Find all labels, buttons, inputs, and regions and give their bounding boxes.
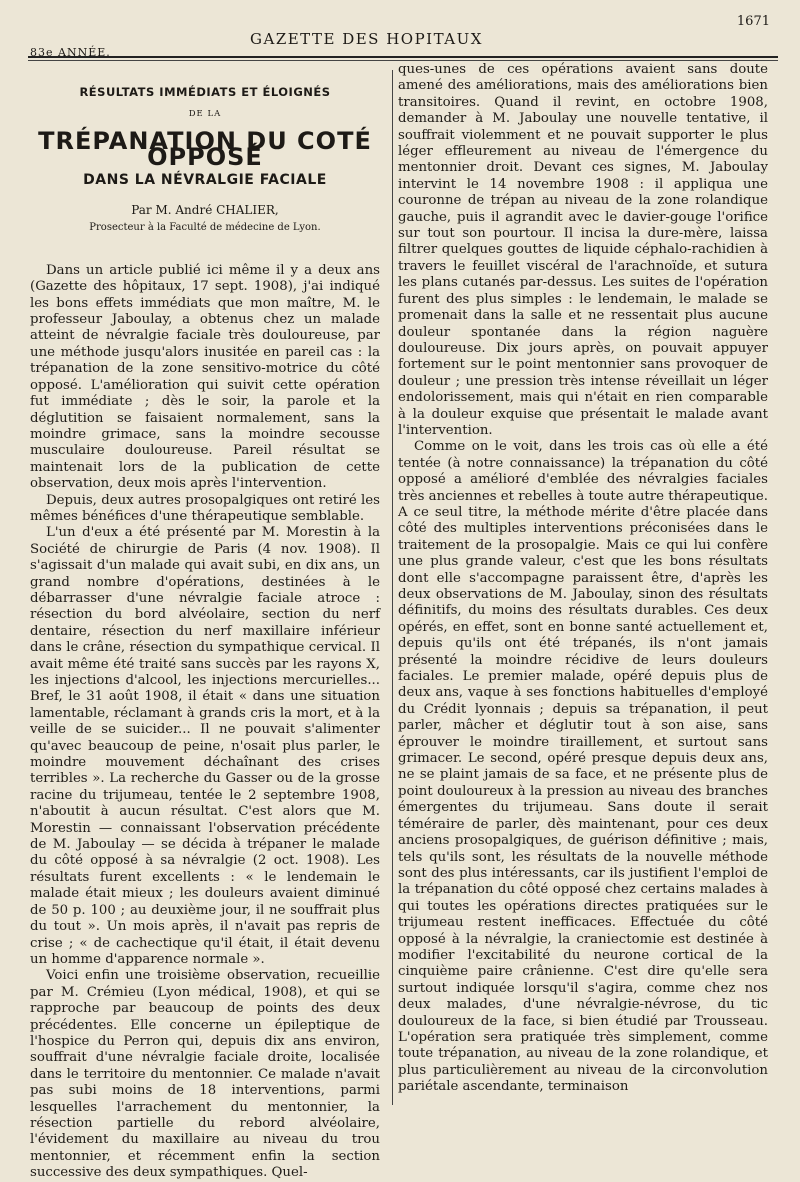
article-de-la: DE LA: [188, 109, 222, 120]
header-rule: [28, 56, 778, 58]
year-label: 83e ANNÉE.: [30, 46, 111, 59]
journal-title: GAZETTE DES HOPITAUX: [250, 30, 483, 48]
article-subtitle: DANS LA NÉVRALGIE FACIALE: [83, 171, 327, 188]
right-column: [398, 62, 768, 1096]
header-rule-thin: [28, 60, 778, 61]
article-byline: Par M. André CHALIER,: [131, 203, 279, 218]
paragraph: ques-unes de ces opérations avaient sans doute amené des améliorations, mais des améliorations bien transitoires. Quand il revint, en octobre 1908, demander à M. Jaboulay une nouvelle tentative, il souffrait violemment et ne pouvait supporter le plus léger effleurement au niveau de l'émergence du mentonnier droit. Devant ces signes, M. Jaboulay intervint le 14 novembre 1908 : il appliqua une couronne de trépan au niveau de la zone rolandique gauche, puis il agrandit avec le davier-gouge l'orifice sur tout son pourtour. Il incisa la dure-mère, laissa filtrer quelques gouttes de liquide céphalo-rachidien à travers le feuillet viscéral de l'arachnoïde, et sutura les plans cutanés par-dessus. Les suites de l'opération furent des plus simples : le lendemain, le malade se promenait dans la salle et ne ressentait plus aucune douleur spontanée dans la région naguère douloureuse. Dix jours après, on pouvait appuyer fortement sur le point mentonnier sans provoquer de douleur ; une pression très intense réveillait un léger endolorissement, mais qui n'était en rien comparable à la douleur exquise que présentait le malade avant l'intervention.: [398, 62, 768, 438]
paragraph: Depuis, deux autres prosopalgiques ont retiré les mêmes bénéfices d'une thérapeutique semblable.: [30, 492, 380, 524]
column-divider: [392, 70, 393, 1105]
paragraph: Comme on le voit, dans les trois cas où elle a été tentée (à notre connaissance) la trépanation du côté opposé a amélioré d'emblée des névralgies faciales très anciennes et rebelles à toute autre thérapeutique. A ce seul titre, la méthode mérite d'être placée dans côté des multiples interventions préconisées dans le traitement de la prosopalgie. Mais ce qui lui confère une plus grande valeur, c'est que les bons résultats dont elle s'accompagne paraissent être, d'après les deux observations de M. Jaboulay, sinon des résultats définitifs, du moins des résultats durables. Ces deux opérés, en effet, sont en bonne santé actuellement et, depuis qu'ils ont été trépanés, ils n'ont jamais présenté la moindre récidive de leurs douleurs faciales. Le premier malade, opéré depuis plus de deux ans, vaque à ses fonctions habituelles d'employé du Crédit lyonnais ; depuis sa trépanation, il peut parler, mâcher et déglutir tout à son aise, sans éprouver le moindre tiraillement, et surtout sans grimacer. Le second, opéré presque depuis deux ans, ne se plaint jamais de sa face, et ne présente plus de point douloureux à la pression au niveau des branches émergentes du trijumeau. Sans doute il serait téméraire de parler, dès maintenant, pour ces deux anciens prosopalgiques, de guérison définitive ; mais, tels qu'ils sont, les résultats de la nouvelle méthode sont des plus intéressants, car ils justifient l'emploi de la trépanation du côté opposé chez certains malades à qui toutes les opérations directes pratiquées sur le trijumeau restent inefficaces. Effectuée du côté opposé à la névralgie, la craniectomie est destinée à modifier l'excitabilité du neurone cortical de la cinquième paire crânienne. C'est dire qu'elle sera surtout indiquée lorsqu'il s'agira, comme chez nos deux malades, d'une névralgie-névrose, du tic douloureux de la face, si bien étudié par Trousseau. L'opération sera pratiquée très simplement, comme toute trépanation, au niveau de la zone rolandique, et plus particulièrement au niveau de la circonvolution pariétale ascendante, terminaison: [398, 439, 768, 1095]
paragraph: Dans un article publié ici même il y a deux ans (Gazette des hôpitaux, 17 sept. 1908), j'ai indiqué les bons effets immédiats que mon maître, M. le professeur Jaboulay, a obtenus chez un malade atteint de névralgie faciale très douloureuse, par une méthode jusqu'alors inusitée en pareil cas : la trépanation de la zone sensitivo-motrice du côté opposé. L'amélioration qui suivit cette opération fut immédiate ; dès le soir, la parole et la déglutition se faisaient normalement, sans la moindre grimace, sans la moindre secousse musculaire douloureuse. Pareil résultat se maintenait lors de la publication de cette observation, deux mois après l'intervention.: [30, 262, 380, 492]
left-column: [30, 84, 380, 1182]
paragraph: Voici enfin une troisième observation, recueillie par M. Crémieu (Lyon médical, 1908), et qui se rapproche par beaucoup de points des deux précédentes. Elle concerne un épileptique de l'hospice du Perron qui, depuis dix ans environ, souffrait d'une névralgie faciale droite, localisée dans le territoire du mentonnier. Ce malade n'avait pas subi moins de 18 interventions, parmi lesquelles l'arrachement du mentonnier, la résection partielle du rebord alvéolaire, l'évidement du maxillaire au niveau du trou mentonnier, et récemment enfin la section successive des deux sympathiques. Quel-: [30, 968, 380, 1181]
paragraph: L'un d'eux a été présenté par M. Morestin à la Société de chirurgie de Paris (4 nov. 1908). Il s'agissait d'un malade qui avait subi, en dix ans, un grand nombre d'opérations, destinées à le débarrasser d'une névralgie faciale atroce : résection du bord alvéolaire, section du nerf dentaire, résection du nerf maxillaire inférieur dans le crâne, résection du sympathique cervical. Il avait même été traité sans succès par les rayons X, les injections d'alcool, les injections mercurielles... Bref, le 31 août 1908, il était « dans une situation lamentable, réclamant à grands cris la mort, et à la veille de se suicider... Il ne pouvait s'alimenter qu'avec beaucoup de peine, n'osait plus parler, le moindre mouvement déchaînant des crises terribles ». La recherche du Gasser ou de la grosse racine du trijumeau, tentée le 2 septembre 1908, n'aboutit à aucun résultat. C'est alors que M. Morestin — connaissant l'observation précédente de M. Jaboulay — se décida à trépaner le malade du côté opposé à sa névralgie (2 oct. 1908). Les résultats furent excellents : « le lendemain le malade était mieux ; les douleurs avaient diminué de 50 p. 100 ; au deuxième jour, il ne souffrait plus du tout ». Un mois après, il n'avait pas repris de crise ; « de cachectique qu'il était, il était devenu un homme d'apparence normale ».: [30, 525, 380, 967]
article-kicker: RÉSULTATS IMMÉDIATS ET ÉLOIGNÉS: [79, 85, 331, 99]
page-number: 1671: [736, 14, 770, 29]
article-title: TRÉPANATION DU COTÉ OPPOSÉ: [38, 126, 372, 172]
article-affiliation: Prosecteur à la Faculté de médecine de Lyon.: [89, 222, 321, 234]
